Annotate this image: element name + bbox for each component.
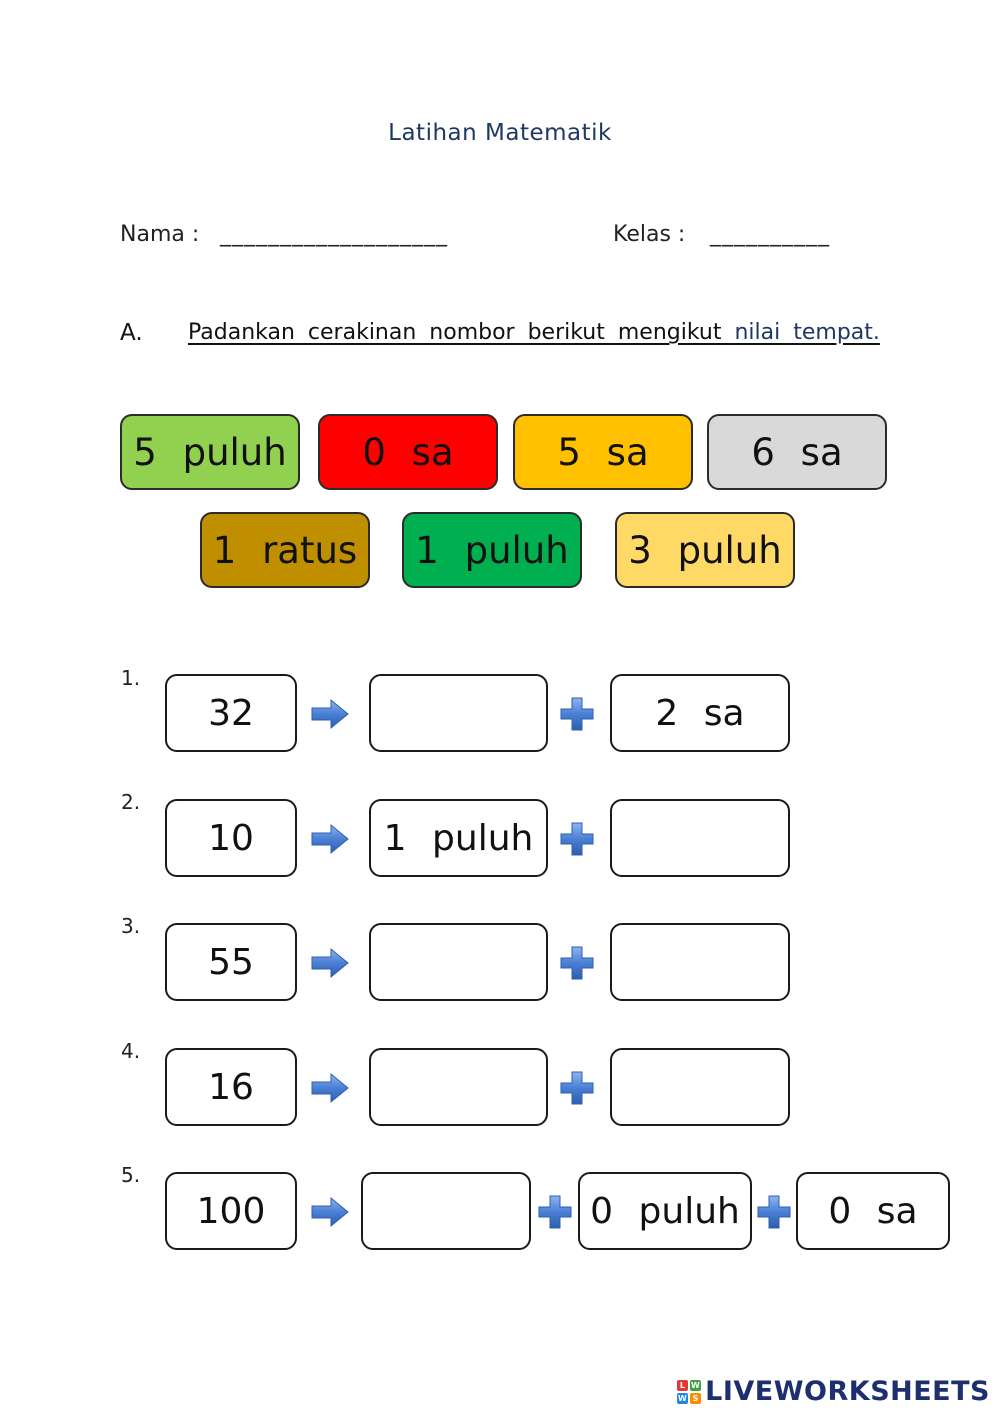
number-box: 10 — [165, 799, 297, 877]
answer-chip-1-puluh[interactable]: 1 puluh — [402, 512, 582, 588]
plus-icon — [560, 822, 594, 856]
answer-chip-5-puluh[interactable]: 5 puluh — [120, 414, 300, 490]
answer-drop-box[interactable] — [610, 923, 790, 1001]
answer-chip-1-ratus[interactable]: 1 ratus — [200, 512, 370, 588]
logo-letter: W — [690, 1380, 701, 1390]
number-box: 16 — [165, 1048, 297, 1126]
number-box: 32 — [165, 674, 297, 752]
answer-drop-box[interactable] — [369, 1048, 548, 1126]
number-box: 55 — [165, 923, 297, 1001]
kelas-label: Kelas : — [613, 222, 686, 247]
right-arrow-icon — [311, 947, 349, 979]
question-number: 2. — [121, 790, 141, 814]
section-letter: A. — [120, 320, 143, 346]
question-number: 1. — [121, 666, 141, 690]
brand-watermark — [677, 1376, 990, 1407]
plus-icon — [560, 1071, 594, 1105]
right-arrow-icon — [311, 823, 349, 855]
answer-chip-6-sa[interactable]: 6 sa — [707, 414, 887, 490]
number-box: 100 — [165, 1172, 297, 1250]
answer-chip-5-sa[interactable]: 5 sa — [513, 414, 693, 490]
plus-icon — [560, 946, 594, 980]
nama-field[interactable]: ___________________ — [220, 222, 448, 247]
question-number: 3. — [121, 914, 141, 938]
given-value-box: 2 sa — [610, 674, 790, 752]
instruction-main: Padankan cerakinan nombor berikut mengikut — [188, 320, 735, 345]
kelas-field[interactable]: __________ — [710, 222, 830, 247]
plus-icon — [757, 1195, 791, 1229]
logo-letter: L — [677, 1380, 688, 1391]
question-number: 5. — [121, 1163, 141, 1187]
given-value-box: 1 puluh — [369, 799, 548, 877]
logo-letter: S — [690, 1393, 701, 1404]
plus-icon — [538, 1195, 572, 1229]
question-number: 4. — [121, 1039, 141, 1063]
right-arrow-icon — [311, 1196, 349, 1228]
page-title: Latihan Matematik — [388, 120, 612, 146]
nama-label: Nama : — [120, 222, 200, 247]
answer-chip-3-puluh[interactable]: 3 puluh — [615, 512, 795, 588]
liveworksheets-logo-icon — [677, 1380, 701, 1404]
right-arrow-icon — [311, 698, 349, 730]
logo-letter: W — [677, 1393, 688, 1403]
answer-chip-0-sa[interactable]: 0 sa — [318, 414, 498, 490]
answer-drop-box[interactable] — [610, 799, 790, 877]
instruction-highlight: nilai tempat. — [734, 320, 880, 345]
answer-drop-box[interactable] — [369, 923, 548, 1001]
given-value-box: 0 sa — [796, 1172, 950, 1250]
plus-icon — [560, 697, 594, 731]
answer-drop-box[interactable] — [610, 1048, 790, 1126]
answer-drop-box[interactable] — [361, 1172, 531, 1250]
answer-drop-box[interactable] — [369, 674, 548, 752]
right-arrow-icon — [311, 1072, 349, 1104]
instruction-text — [188, 320, 880, 345]
brand-name: LIVEWORKSHEETS — [705, 1376, 990, 1407]
given-value-box: 0 puluh — [578, 1172, 752, 1250]
